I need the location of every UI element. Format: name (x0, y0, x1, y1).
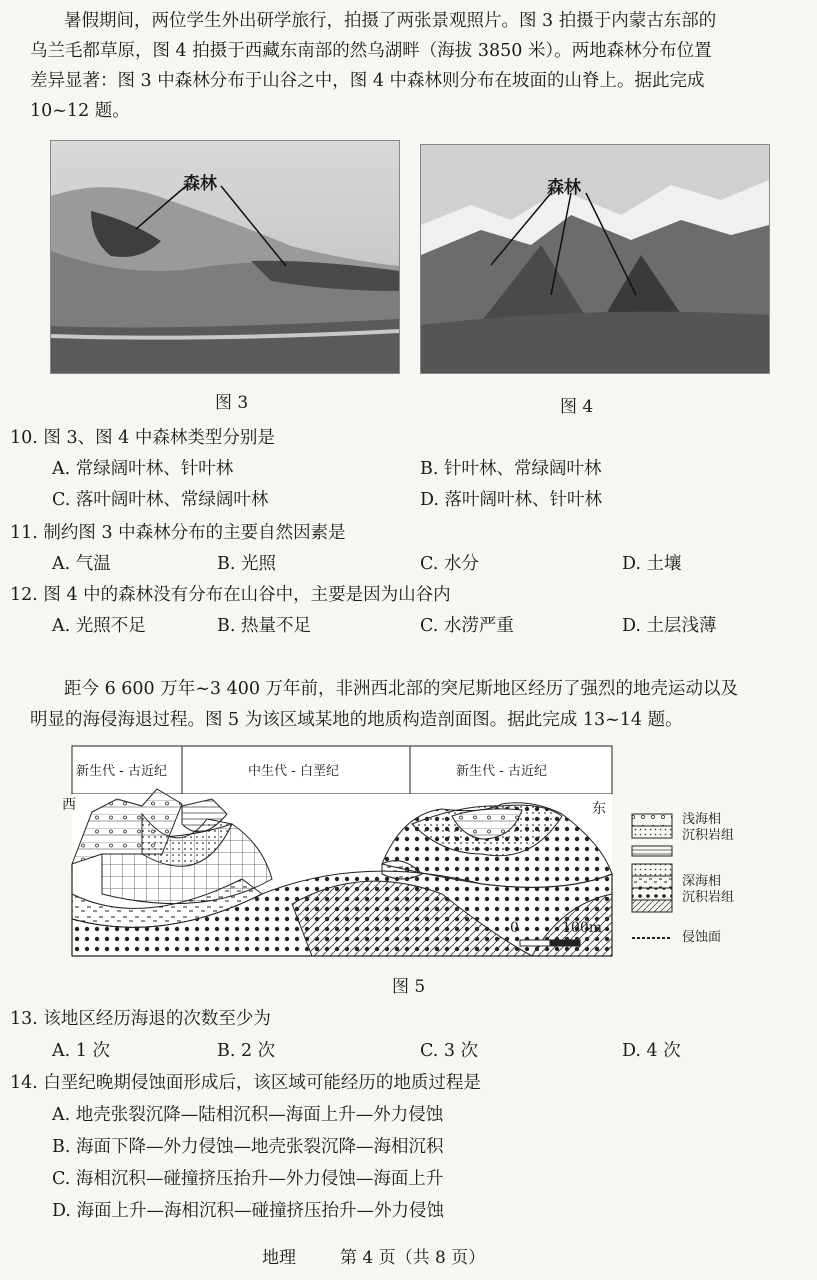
q13-option-a: A. 1 次 (52, 1041, 110, 1061)
scale-zero: 0 (510, 920, 519, 936)
figure-3-label: 森林 (183, 174, 217, 194)
legend-shallow-marine: 浅海相 沉积岩组 (682, 812, 735, 843)
figure-4-photo (420, 144, 770, 374)
q11-option-a: A. 气温 (52, 554, 111, 574)
era-left-label: 新生代 - 古近纪 (76, 764, 167, 779)
intro2-line1: 距今 6 600 万年~3 400 万年前，非洲西北部的突尼斯地区经历了强烈的地壳运动以及 (64, 679, 739, 699)
direction-west: 西 (62, 797, 76, 813)
figure-3-caption: 图 3 (215, 393, 249, 413)
footer-page-number: 第 4 页（共 8 页） (340, 1248, 486, 1268)
q11-stem: 11. 制约图 3 中森林分布的主要自然因素是 (10, 523, 346, 543)
figure-5-cross-section (62, 744, 622, 962)
figure-3-photo (50, 140, 400, 374)
figure-5-caption: 图 5 (392, 977, 426, 997)
q10-option-c: C. 落叶阔叶林、常绿阔叶林 (52, 490, 269, 510)
q10-stem: 10. 图 3、图 4 中森林类型分别是 (10, 428, 275, 448)
q14-stem: 14. 白垩纪晚期侵蚀面形成后，该区域可能经历的地质过程是 (10, 1073, 481, 1093)
era-middle-label: 中生代 - 白垩纪 (248, 764, 339, 779)
q10-option-a: A. 常绿阔叶林、针叶林 (52, 459, 234, 479)
q12-option-d: D. 土层浅薄 (622, 616, 717, 636)
q11-option-d: D. 土壤 (622, 554, 682, 574)
intro1-line2: 乌兰毛都草原，图 4 拍摄于西藏东南部的然乌湖畔（海拔 3850 米）。两地森林分布位置 (30, 41, 712, 61)
footer-subject: 地理 (262, 1248, 296, 1268)
figure-4-label: 森林 (547, 178, 581, 198)
q13-option-c: C. 3 次 (420, 1041, 479, 1061)
q13-stem: 13. 该地区经历海退的次数至少为 (10, 1009, 271, 1029)
q11-option-b: B. 光照 (217, 554, 276, 574)
intro1-line3: 差异显著：图 3 中森林分布于山谷之中，图 4 中森林则分布在坡面的山脊上。据此完成 (30, 71, 705, 91)
q11-option-c: C. 水分 (420, 554, 479, 574)
q13-option-b: B. 2 次 (217, 1041, 276, 1061)
legend-deep-marine: 深海相 沉积岩组 (682, 874, 735, 905)
q12-option-c: C. 水涝严重 (420, 616, 514, 636)
q10-option-d: D. 落叶阔叶林、针叶林 (420, 490, 603, 510)
era-right-label: 新生代 - 古近纪 (456, 764, 547, 779)
scale-length: 100m (562, 920, 602, 936)
q14-option-c: C. 海相沉积—碰撞挤压抬升—外力侵蚀—海面上升 (52, 1169, 444, 1189)
legend-erosion-surface: 侵蚀面 (682, 930, 722, 945)
q12-stem: 12. 图 4 中的森林没有分布在山谷中，主要是因为山谷内 (10, 585, 451, 605)
intro1-line4: 10~12 题。 (30, 101, 130, 121)
q10-option-b: B. 针叶林、常绿阔叶林 (420, 459, 602, 479)
direction-east: 东 (592, 801, 606, 817)
q12-option-a: A. 光照不足 (52, 616, 146, 636)
q14-option-d: D. 海面上升—海相沉积—碰撞挤压抬升—外力侵蚀 (52, 1201, 445, 1221)
q14-option-a: A. 地壳张裂沉降—陆相沉积—海面上升—外力侵蚀 (52, 1105, 444, 1125)
intro1-line1: 暑假期间，两位学生外出研学旅行，拍摄了两张景观照片。图 3 拍摄于内蒙古东部的 (64, 11, 717, 31)
figure-4-caption: 图 4 (560, 397, 594, 417)
q13-option-d: D. 4 次 (622, 1041, 681, 1061)
figure-5-legend (628, 812, 808, 962)
intro2-line2: 明显的海侵海退过程。图 5 为该区域某地的地质构造剖面图。据此完成 13~14 题。 (30, 710, 683, 730)
q14-option-b: B. 海面下降—外力侵蚀—地壳张裂沉降—海相沉积 (52, 1137, 444, 1157)
q12-option-b: B. 热量不足 (217, 616, 311, 636)
